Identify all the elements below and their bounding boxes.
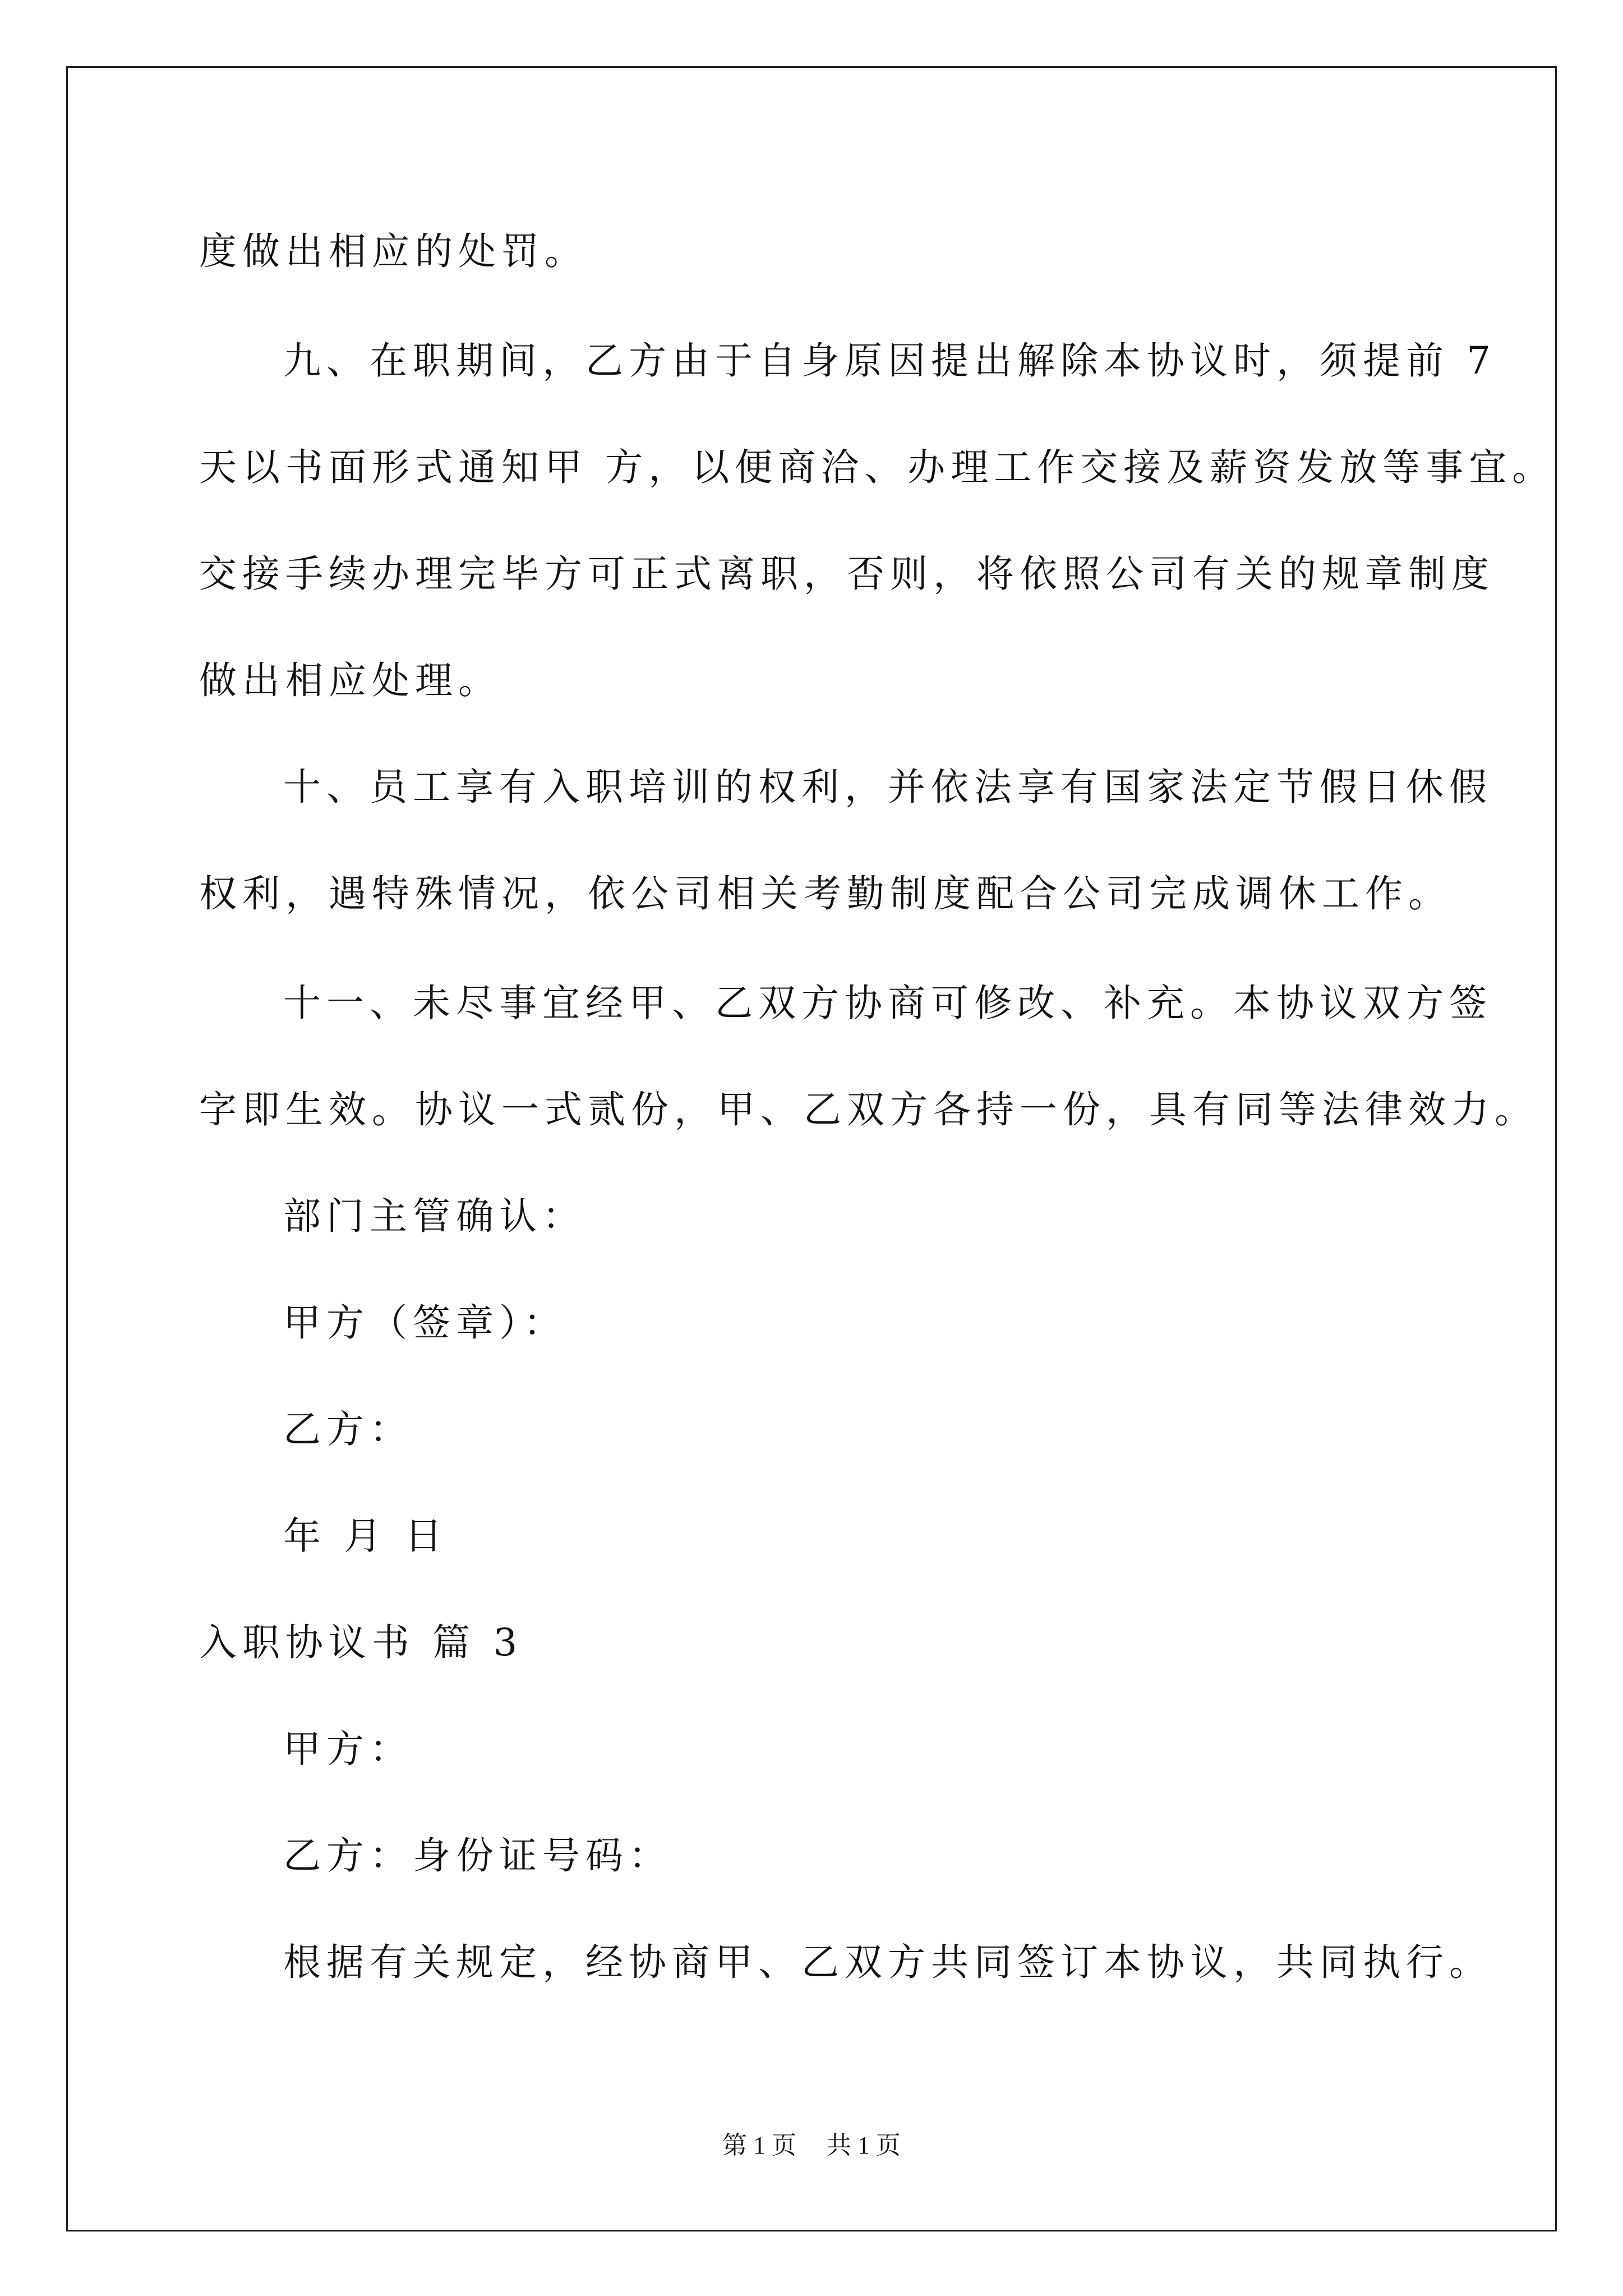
clause-9-line-4: 做出相应处理。	[199, 659, 501, 702]
section-heading: 入职协议书 篇 3	[199, 1621, 523, 1664]
party-a-field: 甲方：	[283, 1727, 413, 1771]
clause-9-line-2: 天以书面形式通知甲 方，以便商洽、办理工作交接及薪资发放等事宜。	[199, 445, 1556, 489]
date-line: 年 月 日	[283, 1514, 448, 1558]
party-b-signature: 乙方：	[283, 1407, 413, 1451]
department-confirmation: 部门主管确认：	[283, 1194, 585, 1238]
page-total: 共 1 页	[827, 2132, 901, 2159]
page-footer	[0, 2133, 1623, 2158]
page-number: 第 1 页	[722, 2132, 796, 2159]
clause-10-line-1: 十、员工享有入职培训的权利，并依法享有国家法定节假日休假	[283, 765, 1492, 809]
clause-11-line-1: 十一、未尽事宜经甲、乙双方协商可修改、补充。本协议双方签	[283, 981, 1492, 1025]
page-border	[66, 66, 1557, 2231]
clause-10-line-2: 权利，遇特殊情况，依公司相关考勤制度配合公司完成调休工作。	[199, 872, 1451, 915]
paragraph-8-end: 度做出相应的处罚。	[199, 229, 588, 273]
party-b-id-field: 乙方：身份证号码：	[283, 1834, 672, 1878]
clause-9-line-3: 交接手续办理完毕方可正式离职，否则，将依照公司有关的规章制度	[199, 552, 1495, 596]
party-a-signature: 甲方（签章）：	[283, 1301, 567, 1345]
clause-11-line-2: 字即生效。协议一式贰份，甲、乙双方各持一份，具有同等法律效力。	[199, 1088, 1538, 1131]
clause-9-line-1: 九、在职期间，乙方由于自身原因提出解除本协议时，须提前 7	[283, 339, 1496, 383]
agreement-intro: 根据有关规定，经协商甲、乙双方共同签订本协议，共同执行。	[283, 1940, 1492, 1984]
